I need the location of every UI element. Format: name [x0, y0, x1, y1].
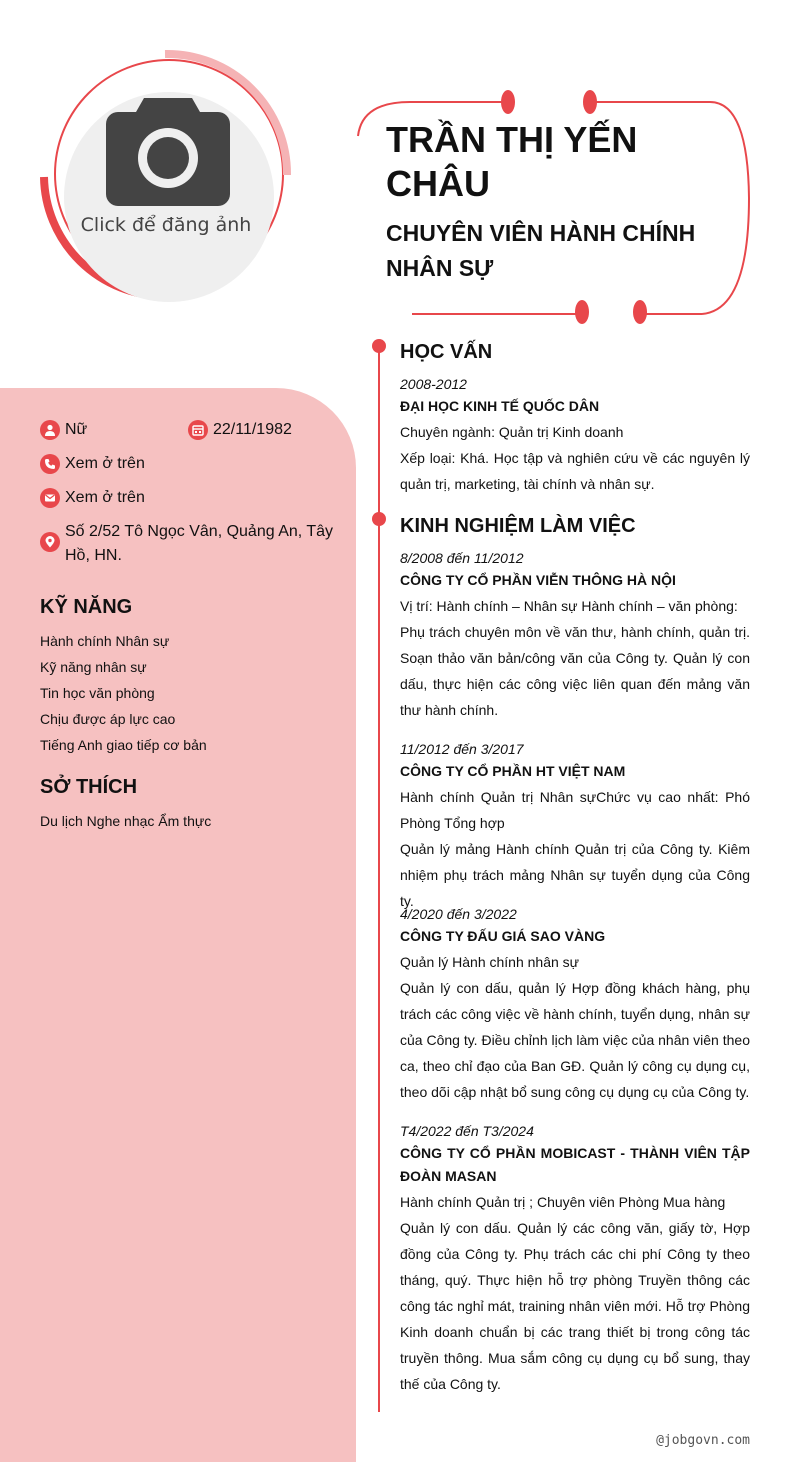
experience-detail: Quản lý con dấu, quản lý Hợp đồng khách hàng, phụ trách các công việc về hành chính, tuyển dụng, nhân sự của Công ty. Điều chỉnh lịch làm việc của nhân viên theo ca, theo chỉ đạo của Ban GĐ. Quản lý công cụ dụng cụ, theo dõi cập nhật bổ sung công cụ dụng cụ của Công ty. — [400, 980, 750, 1100]
skill-item: Chịu được áp lực cao — [40, 711, 176, 727]
experience-role: Vị trí: Hành chính – Nhân sự Hành chính – văn phòng: — [400, 598, 738, 614]
experience-date: 4/2020 đến 3/2022 — [400, 906, 517, 922]
person-icon — [40, 420, 60, 440]
education-entry — [400, 373, 750, 497]
experience-company: CÔNG TY CỔ PHẦN VIỄN THÔNG HÀ NỘI — [400, 572, 676, 588]
experience-date: 11/2012 đến 3/2017 — [400, 741, 524, 757]
experience-entry — [400, 1120, 750, 1397]
avatar-caption: Click để đăng ảnh — [80, 214, 252, 236]
skill-item: Tin học văn phòng — [40, 685, 155, 701]
phone-icon — [40, 454, 60, 474]
experience-company: CÔNG TY CỔ PHẦN HT VIỆT NAM — [400, 763, 626, 779]
education-major: Chuyên ngành: Quản trị Kinh doanh — [400, 424, 624, 440]
footer-watermark: @jobgovn.com — [656, 1433, 750, 1448]
phone-row — [40, 452, 145, 476]
experience-entry — [400, 547, 750, 723]
email-value: Xem ở trên — [65, 489, 145, 506]
gender-value: Nữ — [65, 421, 88, 438]
skills-list — [40, 628, 207, 758]
education-school: ĐẠI HỌC KINH TẾ QUỐC DÂN — [400, 398, 600, 414]
skills-heading: KỸ NĂNG — [40, 596, 133, 618]
avatar[interactable] — [36, 44, 296, 304]
experience-detail: Quản lý mảng Hành chính Quản trị của Công ty. Kiêm nhiệm phụ trách mảng Nhân sự tuyển dụng của Công ty. — [400, 841, 750, 909]
experience-date: 8/2008 đến 11/2012 — [400, 550, 524, 566]
experience-entry — [400, 738, 750, 914]
experience-company: CÔNG TY ĐẤU GIÁ SAO VÀNG — [400, 928, 606, 944]
experience-heading: KINH NGHIỆM LÀM VIỆC — [400, 515, 636, 537]
experience-date: T4/2022 đến T3/2024 — [400, 1123, 534, 1139]
experience-role: Quản lý Hành chính nhân sự — [400, 954, 580, 970]
hobbies-text: Du lịch Nghe nhạc Ẩm thực — [40, 813, 212, 829]
email-icon — [40, 488, 60, 508]
address-value: Số 2/52 Tô Ngọc Vân, Quảng An, Tây Hồ, HN. — [65, 523, 334, 564]
education-detail: Xếp loại: Khá. Học tập và nghiên cứu về các nguyên lý quản trị, marketing, tài chính và nhân sự. — [400, 450, 750, 492]
education-dot — [372, 339, 386, 353]
birthday-value: 22/11/1982 — [213, 421, 292, 438]
location-icon — [40, 532, 60, 552]
candidate-name: TRẦN THỊ YẾN CHÂU — [386, 119, 638, 204]
job-title: CHUYÊN VIÊN HÀNH CHÍNH NHÂN SỰ — [386, 220, 696, 281]
email-row — [40, 486, 145, 510]
gender-row — [40, 418, 87, 442]
timeline-line — [378, 345, 380, 1412]
experience-entry — [400, 903, 750, 1105]
phone-value: Xem ở trên — [65, 455, 145, 472]
experience-detail: Quản lý con dấu. Quản lý các công văn, giấy tờ, Hợp đồng của Công ty. Phụ trách các chi phí Công ty theo tháng, quý. Thực hiện hỗ trợ phòng Truyền thông các công tác nghỉ mát, training nhân viên mới. Hỗ trợ Phòng Kinh doanh chuẩn bị các trang thiết bị trong công tác truyền thông. Mua sắm công cụ dụng cụ bổ sung, thay thế của Công ty. — [400, 1220, 750, 1392]
education-heading: HỌC VẤN — [400, 341, 493, 363]
camera-icon — [106, 98, 230, 206]
skill-item: Hành chính Nhân sự — [40, 633, 170, 649]
experience-role: Hành chính Quản trị Nhân sựChức vụ cao nhất: Phó Phòng Tổng hợp — [400, 789, 750, 831]
avatar-photo-placeholder[interactable] — [64, 92, 274, 302]
skill-item: Tiếng Anh giao tiếp cơ bản — [40, 737, 207, 753]
experience-dot — [372, 512, 386, 526]
skill-item: Kỹ năng nhân sự — [40, 659, 147, 675]
education-date: 2008-2012 — [400, 376, 467, 392]
hobbies-heading: SỞ THÍCH — [40, 776, 138, 798]
experience-role: Hành chính Quản trị ; Chuyên viên Phòng Mua hàng — [400, 1194, 726, 1210]
experience-company: CÔNG TY CỔ PHẦN MOBICAST - THÀNH VIÊN TẬP ĐOÀN MASAN — [400, 1145, 750, 1184]
calendar-icon — [188, 420, 208, 440]
birthday-row — [188, 418, 292, 442]
address-row — [40, 520, 340, 568]
experience-detail: Phụ trách chuyên môn về văn thư, hành chính, quản trị. Soạn thảo văn bản/công văn của Công ty. Quản lý con dấu, thực hiện các công việc liên quan đến mảng văn thư hành chính. — [400, 624, 750, 718]
